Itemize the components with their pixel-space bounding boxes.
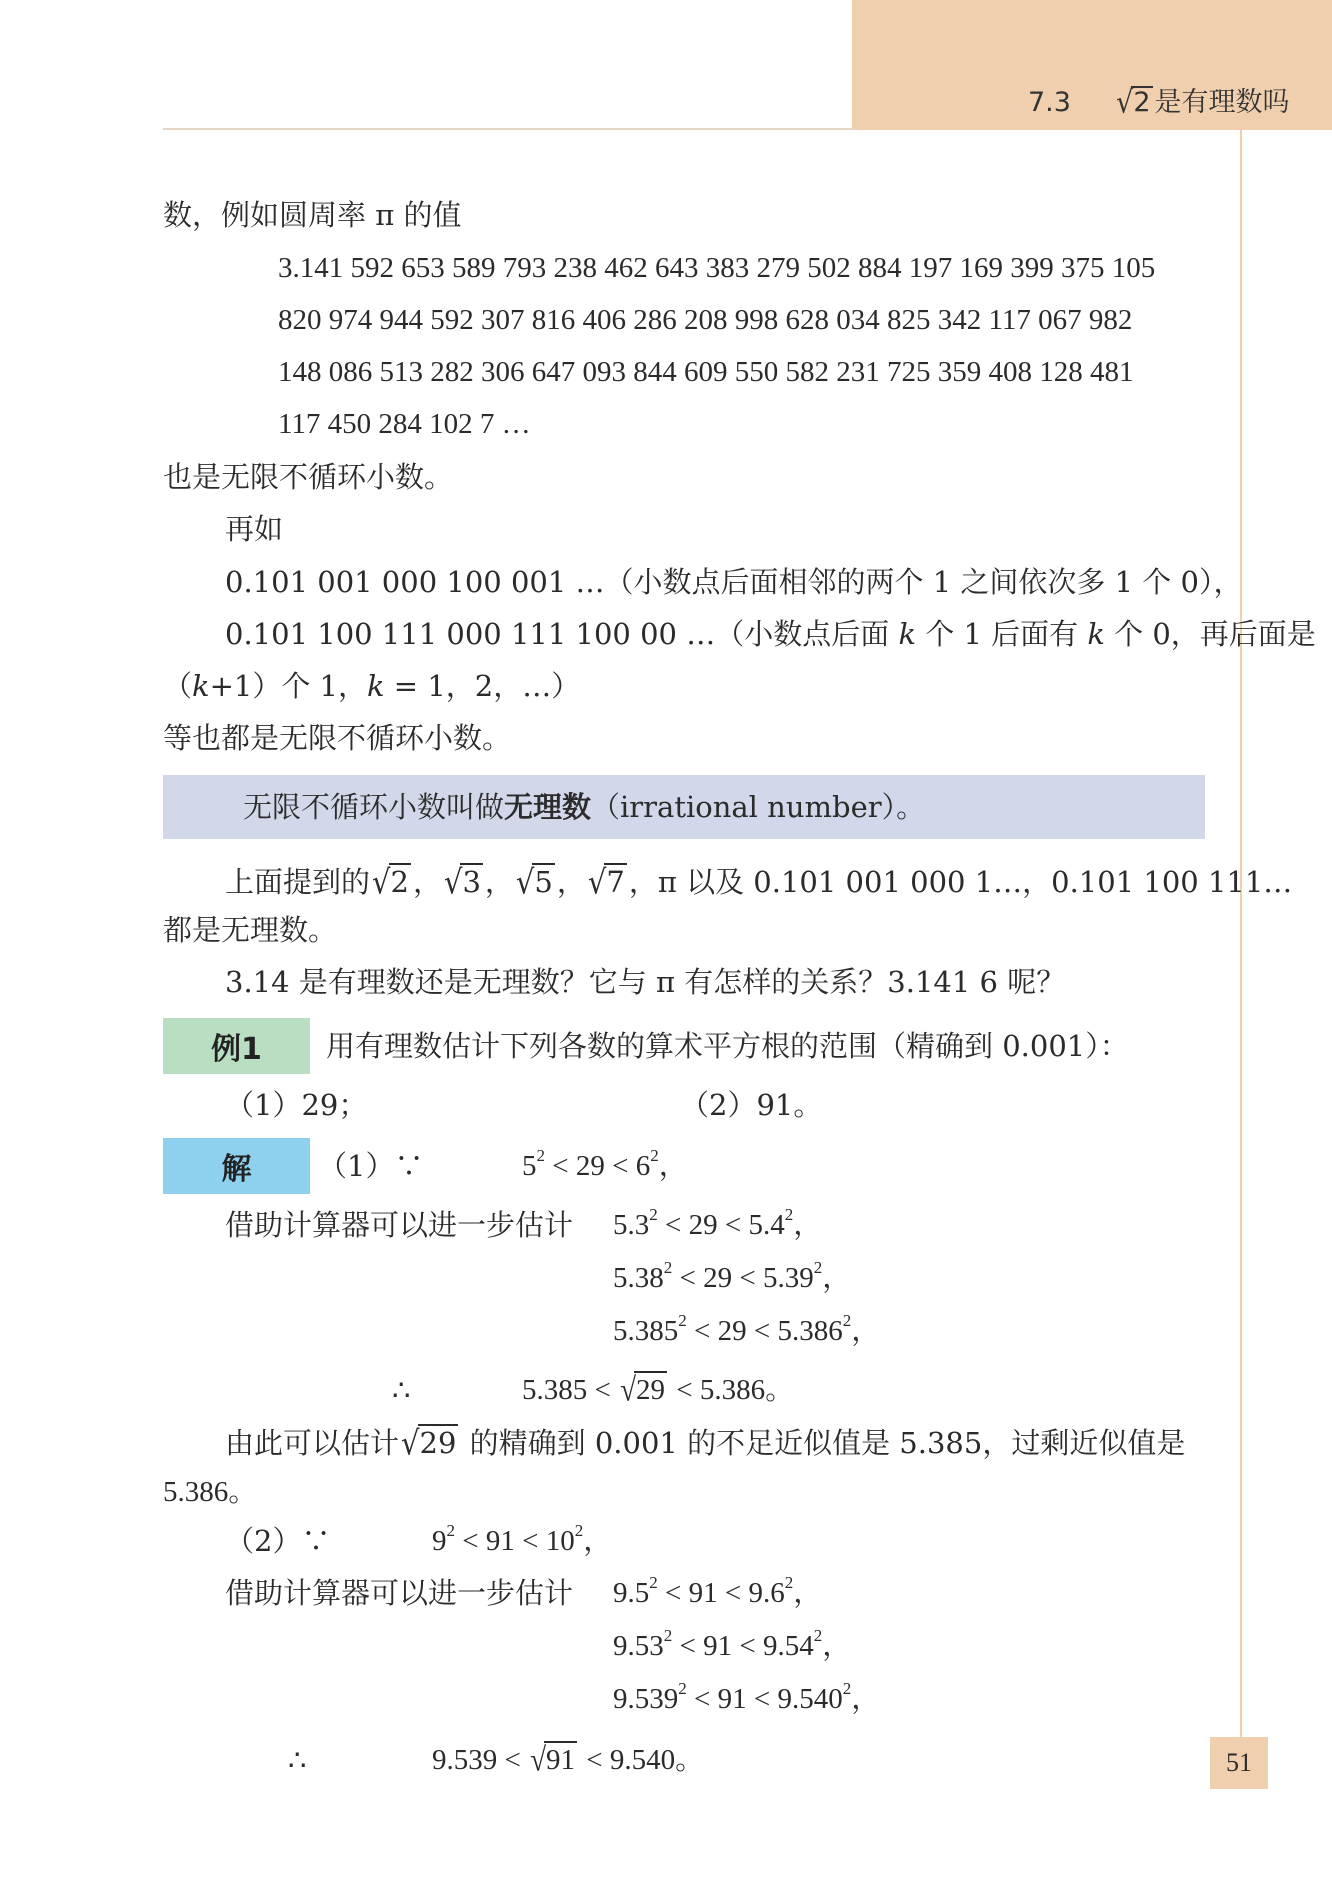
pi-digits-line-3: 148 086 513 282 306 647 093 844 609 550 582 231 725 359 408 128 481: [278, 356, 1134, 388]
pi-conclusion: 也是无限不循环小数。: [163, 460, 454, 494]
section-title: [1028, 80, 1290, 119]
example-item-2: （2）91。: [680, 1088, 823, 1122]
part2-step-2: $9.53^2 < 91 < 9.54^2$，: [613, 1626, 852, 1662]
definition-text: 无限不循环小数叫做无理数（irrational number）。: [243, 790, 926, 824]
calc-text-2: 借助计算器可以进一步估计: [225, 1576, 574, 1610]
solution-part2-inequality: $9^2 < 91 < 10^2$，: [432, 1521, 613, 1557]
examples-conclusion: 等也都是无限不循环小数。: [163, 721, 512, 755]
section-number: 7.3: [1028, 87, 1071, 118]
section-sqrt: √2: [1116, 84, 1151, 121]
pi-digits-line-4: 117 450 284 102 7 …: [278, 408, 531, 440]
example-text: 用有理数估计下列各数的算术平方根的范围（精确到 0.001）：: [326, 1029, 1129, 1063]
calc-text-1: 借助计算器可以进一步估计: [225, 1208, 574, 1242]
pi-intro: 数，例如圆周率 π 的值: [163, 198, 462, 232]
more-examples-intro: 再如: [225, 512, 284, 546]
therefore-2: ∴: [288, 1743, 307, 1777]
pi-digits-line-1: 3.141 592 653 589 793 238 462 643 383 279 502 884 197 169 399 375 105: [278, 252, 1156, 284]
part1-step-3: $5.385^2 < 29 < 5.386^2$，: [613, 1311, 881, 1347]
section-title-text: 是有理数吗: [1154, 87, 1290, 118]
therefore-1: ∴: [392, 1373, 411, 1407]
definition-term: 无理数: [504, 790, 592, 824]
example-label: 例1: [163, 1018, 310, 1074]
solution-part1-prefix: （1）∵: [318, 1149, 424, 1183]
page-number: 51: [1210, 1737, 1268, 1789]
header-rule: [163, 128, 853, 130]
question-text: 3.14 是有理数还是无理数？它与 π 有怎样的关系？3.141 6 呢？: [225, 965, 1066, 999]
part1-step-2: $5.38^2 < 29 < 5.39^2$，: [613, 1258, 852, 1294]
irrational-list: 上面提到的√2 ，√3 ，√5 ，√7 ，π 以及 0.101 001 000 1…，0.101 100 111…: [225, 862, 1293, 902]
part2-result: 9.539 < √91 < 9.540。: [432, 1741, 705, 1779]
irrational-list-cont: 都是无理数。: [163, 913, 338, 947]
side-rule: [1240, 130, 1242, 1740]
part1-result: 5.385 < √29 < 5.386。: [522, 1371, 795, 1409]
irrational-example-1: 0.101 001 000 100 001 …（小数点后面相邻的两个 1 之间依次多 1 个 0），: [225, 565, 1243, 599]
estimate-text: 由此可以估计√29 的精确到 0.001 的不足近似值是 5.385，过剩近似值是: [225, 1423, 1186, 1463]
part2-step-3: $9.539^2 < 91 < 9.540^2$，: [613, 1679, 881, 1715]
example-item-1: （1）29；: [225, 1088, 368, 1122]
solution-part2-prefix: （2）∵: [225, 1524, 331, 1558]
part1-step-1: $5.3^2 < 29 < 5.4^2$，: [613, 1205, 823, 1241]
solution-label: 解: [163, 1138, 310, 1194]
pi-digits-line-2: 820 974 944 592 307 816 406 286 208 998 628 034 825 342 117 067 982: [278, 304, 1133, 336]
solution-part1-inequality: $5^2 < 29 < 6^2$，: [522, 1146, 688, 1182]
irrational-example-2: 0.101 100 111 000 111 100 00 …（小数点后面 k 个 1 后面有 k 个 0，再后面是: [225, 617, 1316, 651]
part2-step-1: $9.5^2 < 91 < 9.6^2$，: [613, 1573, 823, 1609]
estimate-text-cont: 5.386。: [163, 1476, 258, 1508]
irrational-example-2-cont: （k+1）个 1，k = 1，2，…）: [163, 669, 581, 703]
